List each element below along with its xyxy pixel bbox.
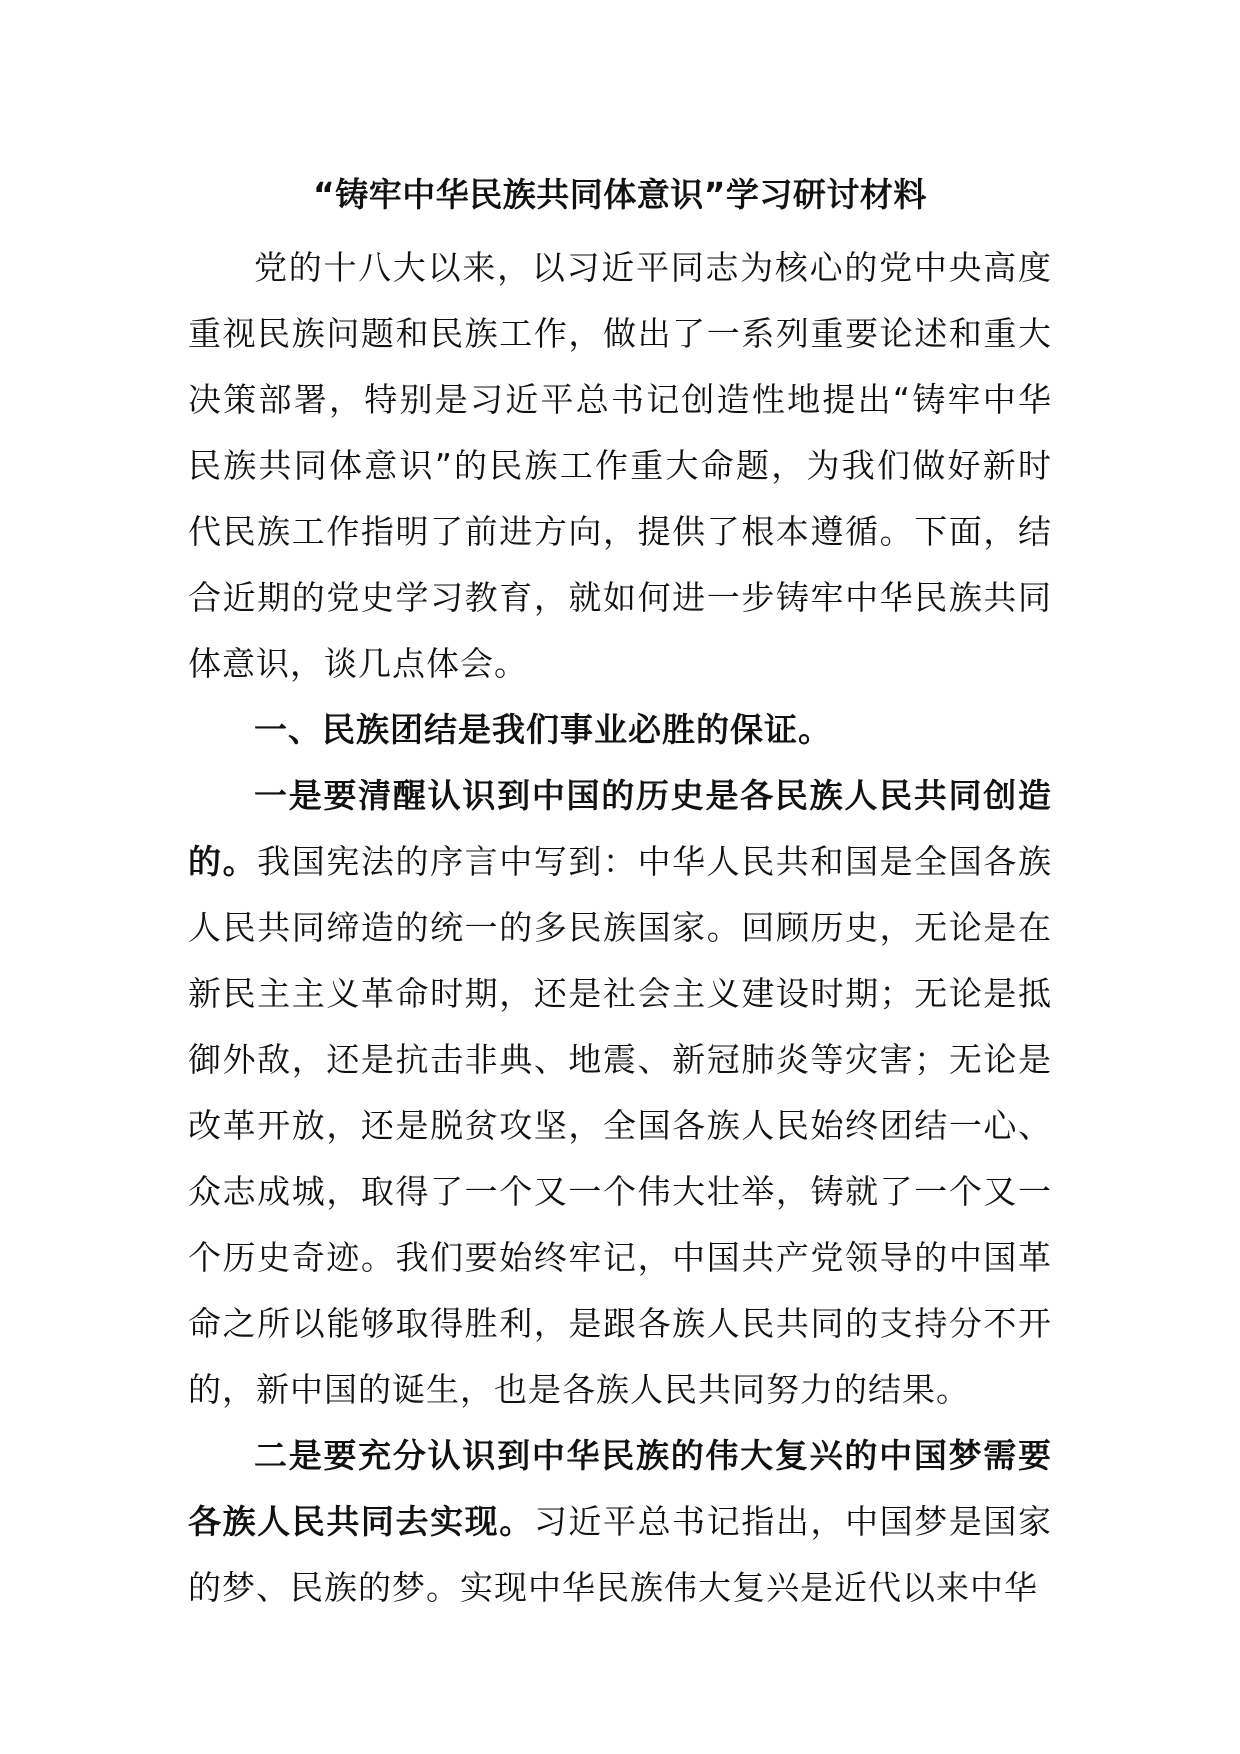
point-one-lead: 一是要清醒认识到中国的历史是各民族人民共同创造的。 <box>188 776 1052 881</box>
point-two-lead: 二是要充分认识到中华民族的伟大复兴的中国梦需要各族人民共同去实现。 <box>188 1436 1052 1541</box>
document-body <box>188 235 1052 1621</box>
point-one-paragraph <box>188 763 1052 1423</box>
document-title: “铸牢中华民族共同体意识”学习研讨材料 <box>313 175 927 214</box>
point-one-body: 我国宪法的序言中写到：中华人民共和国是全国各族人民共同缔造的统一的多民族国家。回顾历史，无论是在新民主主义革命时期，还是社会主义建设时期；无论是抵御外敌，还是抗击非典、地震、新冠肺炎等灾害；无论是改革开放，还是脱贫攻坚，全国各族人民始终团结一心、众志成城，取得了一个又一个伟大壮举，铸就了一个又一个历史奇迹。我们要始终牢记，中国共产党领导的中国革命之所以能够取得胜利，是跟各族人民共同的支持分不开的，新中国的诞生，也是各族人民共同努力的结果。 <box>188 842 1053 1409</box>
point-two-body: 习近平总书记指出，中国梦是国家的梦、民族的梦。实现中华民族伟大复兴是近代以来中华 <box>188 1502 1053 1607</box>
point-two-paragraph <box>188 1423 1052 1621</box>
intro-paragraph: 党的十八大以来，以习近平同志为核心的党中央高度重视民族问题和民族工作，做出了一系列重要论述和重大决策部署，特别是习近平总书记创造性地提出“铸牢中华民族共同体意识”的民族工作重大命题，为我们做好新时代民族工作指明了前进方向，提供了根本遵循。下面，结合近期的党史学习教育，就如何进一步铸牢中华民族共同体意识，谈几点体会。 <box>188 248 1052 683</box>
section-heading: 一、民族团结是我们事业必胜的保证。 <box>254 710 832 749</box>
